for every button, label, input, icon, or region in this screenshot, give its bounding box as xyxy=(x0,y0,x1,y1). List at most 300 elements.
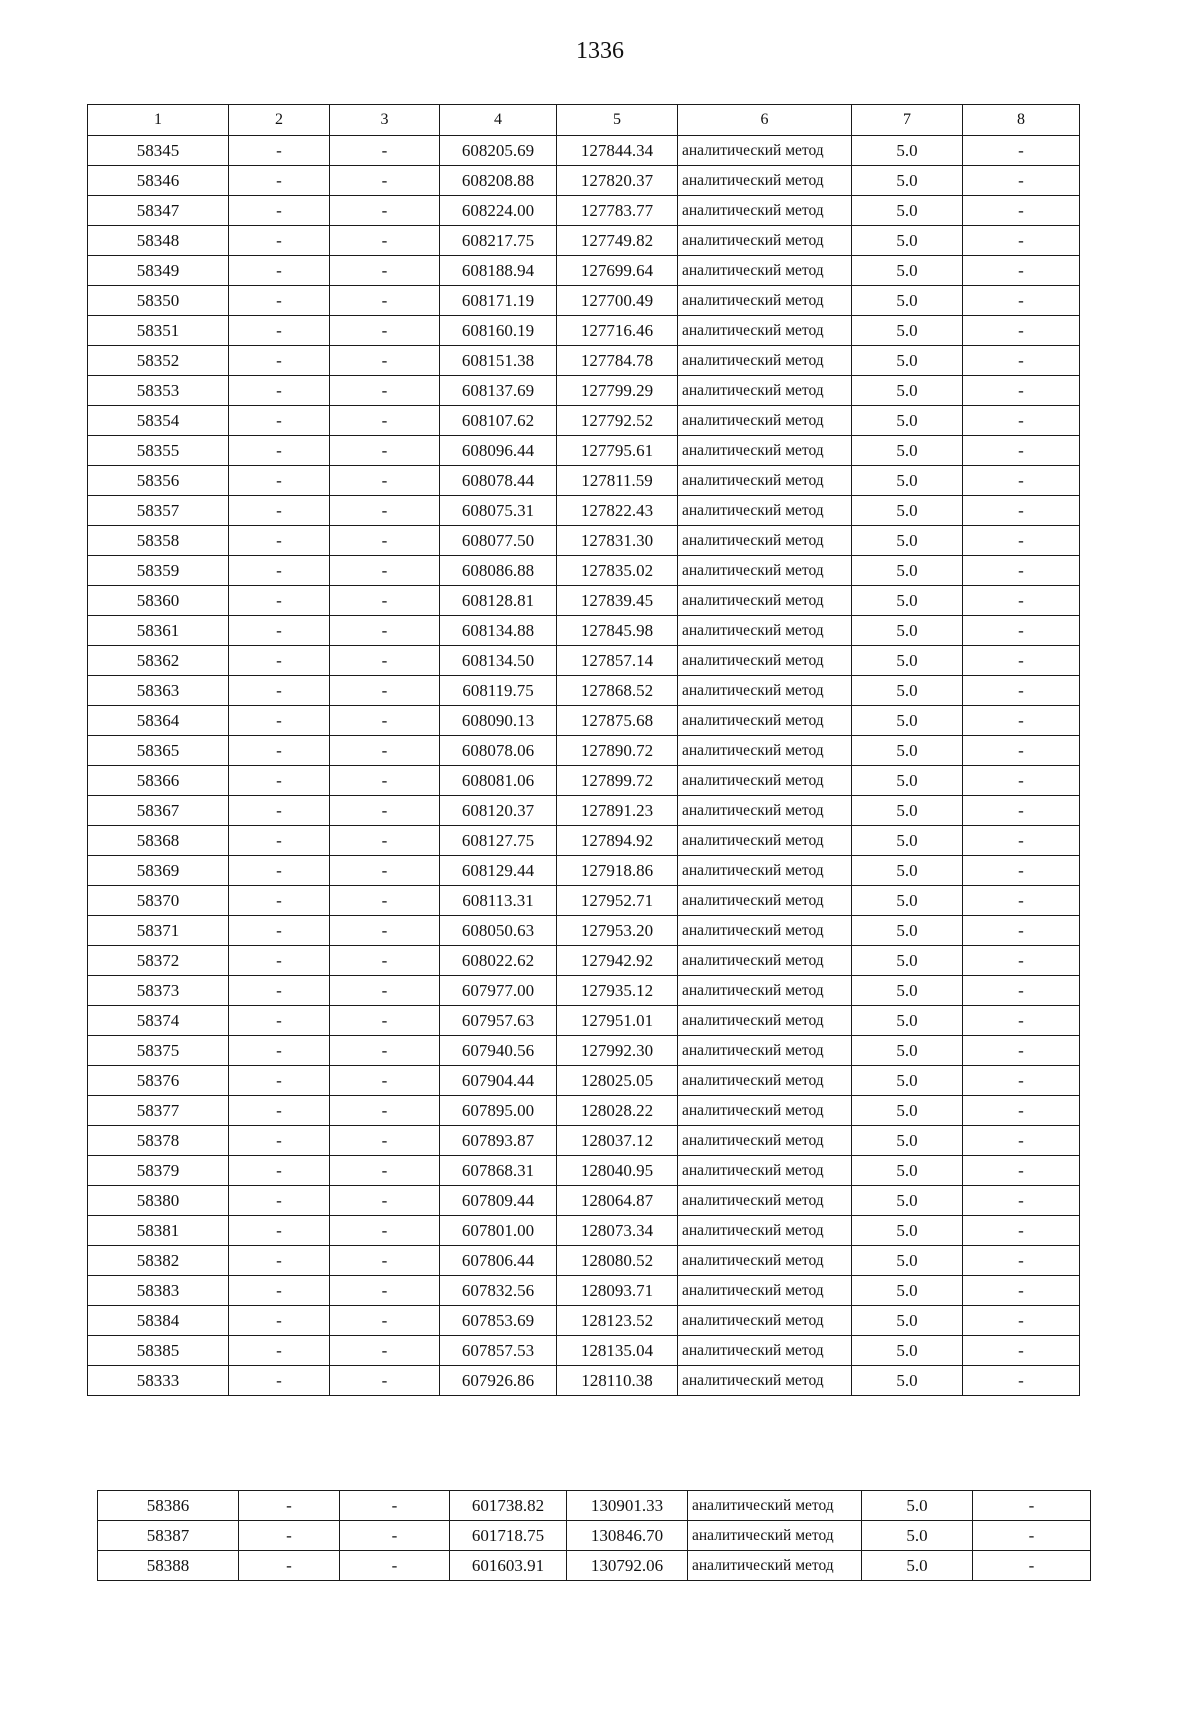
cell-col-8: - xyxy=(963,1006,1080,1036)
cell-col-2: - xyxy=(229,406,330,436)
cell-point-number: 58348 xyxy=(88,226,229,256)
table-row xyxy=(88,1216,1080,1246)
cell-point-number: 58358 xyxy=(88,526,229,556)
table-row xyxy=(88,1006,1080,1036)
cell-accuracy: 5.0 xyxy=(852,766,963,796)
cell-accuracy: 5.0 xyxy=(852,376,963,406)
cell-point-number: 58387 xyxy=(98,1521,239,1551)
cell-coord-y: 127857.14 xyxy=(557,646,678,676)
cell-method: аналитический метод xyxy=(678,256,852,286)
cell-col-2: - xyxy=(229,1276,330,1306)
cell-coord-y: 128064.87 xyxy=(557,1186,678,1216)
cell-coord-x: 608086.88 xyxy=(440,556,557,586)
header-row xyxy=(88,105,1080,136)
cell-col-3: - xyxy=(330,256,440,286)
cell-col-2: - xyxy=(229,136,330,166)
cell-col-2: - xyxy=(229,856,330,886)
cell-point-number: 58360 xyxy=(88,586,229,616)
cell-col-3: - xyxy=(330,226,440,256)
cell-coord-y: 127875.68 xyxy=(557,706,678,736)
cell-col-8: - xyxy=(973,1491,1091,1521)
cell-point-number: 58388 xyxy=(98,1551,239,1581)
cell-point-number: 58382 xyxy=(88,1246,229,1276)
cell-method: аналитический метод xyxy=(678,796,852,826)
cell-col-3: - xyxy=(330,466,440,496)
cell-accuracy: 5.0 xyxy=(852,316,963,346)
cell-col-8: - xyxy=(963,976,1080,1006)
cell-coord-y: 128028.22 xyxy=(557,1096,678,1126)
cell-col-8: - xyxy=(973,1551,1091,1581)
cell-method: аналитический метод xyxy=(678,1156,852,1186)
table-row xyxy=(98,1551,1091,1581)
cell-point-number: 58349 xyxy=(88,256,229,286)
cell-col-8: - xyxy=(963,886,1080,916)
cell-coord-y: 127951.01 xyxy=(557,1006,678,1036)
cell-point-number: 58370 xyxy=(88,886,229,916)
cell-point-number: 58356 xyxy=(88,466,229,496)
cell-coord-y: 127953.20 xyxy=(557,916,678,946)
cell-col-2: - xyxy=(229,1366,330,1396)
cell-col-8: - xyxy=(963,316,1080,346)
table-row xyxy=(88,166,1080,196)
cell-method: аналитический метод xyxy=(688,1521,862,1551)
cell-method: аналитический метод xyxy=(678,1126,852,1156)
cell-accuracy: 5.0 xyxy=(852,916,963,946)
cell-method: аналитический метод xyxy=(678,1186,852,1216)
cell-col-8: - xyxy=(963,136,1080,166)
cell-coord-x: 608120.37 xyxy=(440,796,557,826)
cell-method: аналитический метод xyxy=(678,736,852,766)
cell-method: аналитический метод xyxy=(678,316,852,346)
cell-accuracy: 5.0 xyxy=(852,616,963,646)
cell-coord-x: 608127.75 xyxy=(440,826,557,856)
cell-method: аналитический метод xyxy=(678,976,852,1006)
cell-method: аналитический метод xyxy=(678,886,852,916)
cell-accuracy: 5.0 xyxy=(852,526,963,556)
cell-coord-y: 127792.52 xyxy=(557,406,678,436)
table-row xyxy=(88,586,1080,616)
cell-accuracy: 5.0 xyxy=(852,136,963,166)
cell-col-8: - xyxy=(963,376,1080,406)
table-row xyxy=(88,1096,1080,1126)
cell-col-3: - xyxy=(330,976,440,1006)
cell-col-2: - xyxy=(229,586,330,616)
cell-col-3: - xyxy=(330,616,440,646)
cell-col-2: - xyxy=(229,466,330,496)
cell-coord-y: 127894.92 xyxy=(557,826,678,856)
cell-col-3: - xyxy=(330,1186,440,1216)
column-header: 1 xyxy=(88,105,229,136)
cell-col-8: - xyxy=(963,466,1080,496)
cell-col-8: - xyxy=(963,1066,1080,1096)
cell-accuracy: 5.0 xyxy=(852,826,963,856)
cell-accuracy: 5.0 xyxy=(852,1336,963,1366)
cell-col-2: - xyxy=(229,286,330,316)
cell-accuracy: 5.0 xyxy=(852,1366,963,1396)
cell-point-number: 58379 xyxy=(88,1156,229,1186)
cell-col-3: - xyxy=(330,916,440,946)
cell-method: аналитический метод xyxy=(678,226,852,256)
cell-method: аналитический метод xyxy=(678,1276,852,1306)
cell-col-3: - xyxy=(330,196,440,226)
cell-coord-x: 608113.31 xyxy=(440,886,557,916)
cell-accuracy: 5.0 xyxy=(852,346,963,376)
table-row xyxy=(88,766,1080,796)
cell-coord-y: 127811.59 xyxy=(557,466,678,496)
cell-col-3: - xyxy=(330,286,440,316)
cell-col-3: - xyxy=(330,646,440,676)
cell-coord-x: 607977.00 xyxy=(440,976,557,1006)
cell-coord-x: 607957.63 xyxy=(440,1006,557,1036)
cell-coord-y: 128073.34 xyxy=(557,1216,678,1246)
cell-method: аналитический метод xyxy=(678,946,852,976)
cell-col-3: - xyxy=(330,676,440,706)
cell-accuracy: 5.0 xyxy=(852,796,963,826)
cell-col-3: - xyxy=(330,166,440,196)
cell-col-3: - xyxy=(330,1126,440,1156)
cell-coord-x: 608205.69 xyxy=(440,136,557,166)
cell-coord-x: 607926.86 xyxy=(440,1366,557,1396)
cell-col-3: - xyxy=(330,736,440,766)
cell-col-8: - xyxy=(963,796,1080,826)
cell-point-number: 58350 xyxy=(88,286,229,316)
cell-point-number: 58363 xyxy=(88,676,229,706)
cell-coord-y: 127952.71 xyxy=(557,886,678,916)
cell-coord-x: 608078.44 xyxy=(440,466,557,496)
cell-point-number: 58351 xyxy=(88,316,229,346)
cell-point-number: 58383 xyxy=(88,1276,229,1306)
cell-point-number: 58371 xyxy=(88,916,229,946)
cell-col-8: - xyxy=(963,1366,1080,1396)
cell-col-8: - xyxy=(973,1521,1091,1551)
cell-method: аналитический метод xyxy=(678,286,852,316)
cell-col-2: - xyxy=(229,256,330,286)
table-row xyxy=(98,1491,1091,1521)
cell-col-2: - xyxy=(229,676,330,706)
cell-coord-x: 608090.13 xyxy=(440,706,557,736)
table-row xyxy=(88,706,1080,736)
cell-col-3: - xyxy=(330,1246,440,1276)
cell-accuracy: 5.0 xyxy=(852,1246,963,1276)
cell-point-number: 58361 xyxy=(88,616,229,646)
cell-coord-x: 608119.75 xyxy=(440,676,557,706)
cell-col-2: - xyxy=(229,1006,330,1036)
cell-coord-x: 608137.69 xyxy=(440,376,557,406)
cell-col-8: - xyxy=(963,856,1080,886)
cell-col-2: - xyxy=(239,1491,340,1521)
cell-coord-y: 127795.61 xyxy=(557,436,678,466)
cell-method: аналитический метод xyxy=(678,676,852,706)
cell-col-3: - xyxy=(330,706,440,736)
cell-coord-x: 607857.53 xyxy=(440,1336,557,1366)
cell-col-2: - xyxy=(229,226,330,256)
cell-col-3: - xyxy=(330,1216,440,1246)
table-row xyxy=(88,1366,1080,1396)
cell-col-8: - xyxy=(963,826,1080,856)
cell-col-3: - xyxy=(330,796,440,826)
cell-coord-y: 130792.06 xyxy=(567,1551,688,1581)
cell-col-2: - xyxy=(229,796,330,826)
cell-col-3: - xyxy=(330,1156,440,1186)
cell-coord-y: 127783.77 xyxy=(557,196,678,226)
cell-coord-x: 607853.69 xyxy=(440,1306,557,1336)
cell-col-3: - xyxy=(330,436,440,466)
cell-accuracy: 5.0 xyxy=(852,706,963,736)
cell-accuracy: 5.0 xyxy=(852,1306,963,1336)
cell-col-8: - xyxy=(963,736,1080,766)
cell-point-number: 58366 xyxy=(88,766,229,796)
cell-coord-y: 130901.33 xyxy=(567,1491,688,1521)
table-row xyxy=(88,466,1080,496)
cell-col-3: - xyxy=(330,376,440,406)
column-header: 7 xyxy=(852,105,963,136)
cell-col-8: - xyxy=(963,226,1080,256)
cell-col-8: - xyxy=(963,1216,1080,1246)
cell-col-8: - xyxy=(963,496,1080,526)
cell-col-2: - xyxy=(229,196,330,226)
cell-method: аналитический метод xyxy=(678,616,852,646)
table-row xyxy=(88,676,1080,706)
table-row xyxy=(88,826,1080,856)
table-row xyxy=(88,526,1080,556)
cell-coord-y: 127844.34 xyxy=(557,136,678,166)
cell-accuracy: 5.0 xyxy=(852,1216,963,1246)
cell-accuracy: 5.0 xyxy=(862,1521,973,1551)
cell-coord-x: 607806.44 xyxy=(440,1246,557,1276)
cell-accuracy: 5.0 xyxy=(852,1066,963,1096)
table-row xyxy=(88,196,1080,226)
cell-coord-x: 607809.44 xyxy=(440,1186,557,1216)
cell-coord-x: 601738.82 xyxy=(450,1491,567,1521)
table-row xyxy=(88,1246,1080,1276)
cell-method: аналитический метод xyxy=(678,1216,852,1246)
cell-accuracy: 5.0 xyxy=(852,1126,963,1156)
cell-accuracy: 5.0 xyxy=(852,1006,963,1036)
cell-coord-x: 608075.31 xyxy=(440,496,557,526)
cell-point-number: 58373 xyxy=(88,976,229,1006)
cell-method: аналитический метод xyxy=(678,196,852,226)
cell-coord-x: 607895.00 xyxy=(440,1096,557,1126)
cell-coord-y: 127992.30 xyxy=(557,1036,678,1066)
table-row xyxy=(88,1186,1080,1216)
cell-col-2: - xyxy=(229,1186,330,1216)
cell-coord-x: 608217.75 xyxy=(440,226,557,256)
cell-col-3: - xyxy=(330,526,440,556)
cell-col-2: - xyxy=(229,1306,330,1336)
cell-accuracy: 5.0 xyxy=(852,1276,963,1306)
cell-col-8: - xyxy=(963,346,1080,376)
cell-col-8: - xyxy=(963,196,1080,226)
cell-method: аналитический метод xyxy=(678,1096,852,1126)
cell-method: аналитический метод xyxy=(678,1036,852,1066)
cell-method: аналитический метод xyxy=(678,1006,852,1036)
cell-accuracy: 5.0 xyxy=(852,976,963,1006)
table-row xyxy=(88,1126,1080,1156)
cell-col-3: - xyxy=(330,316,440,346)
cell-col-8: - xyxy=(963,1126,1080,1156)
cell-point-number: 58353 xyxy=(88,376,229,406)
cell-method: аналитический метод xyxy=(688,1491,862,1521)
cell-col-3: - xyxy=(330,406,440,436)
table-row xyxy=(98,1521,1091,1551)
cell-col-2: - xyxy=(229,556,330,586)
cell-col-2: - xyxy=(229,526,330,556)
table-row xyxy=(88,406,1080,436)
cell-col-3: - xyxy=(340,1551,450,1581)
cell-accuracy: 5.0 xyxy=(852,946,963,976)
cell-point-number: 58346 xyxy=(88,166,229,196)
cell-coord-y: 127845.98 xyxy=(557,616,678,646)
cell-method: аналитический метод xyxy=(678,136,852,166)
cell-col-2: - xyxy=(229,1246,330,1276)
cell-col-8: - xyxy=(963,706,1080,736)
cell-col-3: - xyxy=(330,586,440,616)
cell-coord-x: 608077.50 xyxy=(440,526,557,556)
cell-point-number: 58369 xyxy=(88,856,229,886)
cell-method: аналитический метод xyxy=(678,646,852,676)
cell-point-number: 58374 xyxy=(88,1006,229,1036)
cell-method: аналитический метод xyxy=(678,376,852,406)
cell-col-2: - xyxy=(229,1336,330,1366)
cell-point-number: 58380 xyxy=(88,1186,229,1216)
cell-point-number: 58354 xyxy=(88,406,229,436)
cell-coord-x: 608208.88 xyxy=(440,166,557,196)
cell-col-8: - xyxy=(963,1096,1080,1126)
table-row xyxy=(88,856,1080,886)
cell-coord-y: 128123.52 xyxy=(557,1306,678,1336)
cell-col-3: - xyxy=(330,856,440,886)
cell-point-number: 58386 xyxy=(98,1491,239,1521)
cell-col-8: - xyxy=(963,586,1080,616)
cell-col-2: - xyxy=(229,706,330,736)
cell-coord-x: 608171.19 xyxy=(440,286,557,316)
cell-point-number: 58368 xyxy=(88,826,229,856)
cell-coord-y: 128080.52 xyxy=(557,1246,678,1276)
table-row xyxy=(88,1036,1080,1066)
cell-method: аналитический метод xyxy=(678,466,852,496)
cell-coord-y: 128040.95 xyxy=(557,1156,678,1186)
cell-col-2: - xyxy=(229,826,330,856)
table-row xyxy=(88,376,1080,406)
cell-method: аналитический метод xyxy=(678,1066,852,1096)
cell-col-8: - xyxy=(963,1156,1080,1186)
table-row xyxy=(88,346,1080,376)
cell-col-3: - xyxy=(330,1096,440,1126)
cell-point-number: 58355 xyxy=(88,436,229,466)
table-row xyxy=(88,1156,1080,1186)
cell-col-2: - xyxy=(229,1216,330,1246)
cell-col-3: - xyxy=(330,946,440,976)
cell-coord-y: 127835.02 xyxy=(557,556,678,586)
column-header: 2 xyxy=(229,105,330,136)
cell-col-8: - xyxy=(963,1036,1080,1066)
table-row xyxy=(88,1066,1080,1096)
cell-accuracy: 5.0 xyxy=(852,406,963,436)
cell-col-3: - xyxy=(330,886,440,916)
cell-point-number: 58385 xyxy=(88,1336,229,1366)
cell-method: аналитический метод xyxy=(678,1246,852,1276)
coordinates-table-continued xyxy=(97,1490,1091,1581)
cell-method: аналитический метод xyxy=(678,1336,852,1366)
cell-col-3: - xyxy=(330,136,440,166)
cell-point-number: 58384 xyxy=(88,1306,229,1336)
cell-col-8: - xyxy=(963,166,1080,196)
cell-point-number: 58375 xyxy=(88,1036,229,1066)
cell-col-2: - xyxy=(239,1551,340,1581)
cell-method: аналитический метод xyxy=(678,406,852,436)
cell-col-2: - xyxy=(229,976,330,1006)
cell-col-8: - xyxy=(963,1186,1080,1216)
table-row xyxy=(88,136,1080,166)
cell-coord-y: 127942.92 xyxy=(557,946,678,976)
cell-col-8: - xyxy=(963,1306,1080,1336)
cell-accuracy: 5.0 xyxy=(852,466,963,496)
cell-col-2: - xyxy=(229,736,330,766)
cell-col-3: - xyxy=(340,1521,450,1551)
cell-coord-x: 608129.44 xyxy=(440,856,557,886)
cell-col-8: - xyxy=(963,406,1080,436)
cell-point-number: 58359 xyxy=(88,556,229,586)
cell-coord-x: 608188.94 xyxy=(440,256,557,286)
cell-col-8: - xyxy=(963,616,1080,646)
cell-coord-x: 608022.62 xyxy=(440,946,557,976)
column-header: 5 xyxy=(557,105,678,136)
cell-col-2: - xyxy=(239,1521,340,1551)
cell-method: аналитический метод xyxy=(678,166,852,196)
cell-coord-y: 128025.05 xyxy=(557,1066,678,1096)
cell-accuracy: 5.0 xyxy=(852,646,963,676)
cell-col-8: - xyxy=(963,556,1080,586)
cell-accuracy: 5.0 xyxy=(852,166,963,196)
table-row xyxy=(88,736,1080,766)
column-header: 6 xyxy=(678,105,852,136)
cell-col-3: - xyxy=(330,1366,440,1396)
cell-col-3: - xyxy=(330,1006,440,1036)
table-row xyxy=(88,616,1080,646)
cell-method: аналитический метод xyxy=(678,556,852,586)
cell-coord-y: 127839.45 xyxy=(557,586,678,616)
cell-point-number: 58364 xyxy=(88,706,229,736)
cell-col-2: - xyxy=(229,166,330,196)
cell-coord-y: 127868.52 xyxy=(557,676,678,706)
cell-coord-y: 128110.38 xyxy=(557,1366,678,1396)
cell-col-3: - xyxy=(330,1066,440,1096)
cell-accuracy: 5.0 xyxy=(862,1551,973,1581)
cell-point-number: 58352 xyxy=(88,346,229,376)
cell-method: аналитический метод xyxy=(678,1306,852,1336)
cell-col-3: - xyxy=(330,1336,440,1366)
cell-coord-y: 127820.37 xyxy=(557,166,678,196)
cell-method: аналитический метод xyxy=(688,1551,862,1581)
cell-accuracy: 5.0 xyxy=(852,676,963,706)
cell-coord-y: 127749.82 xyxy=(557,226,678,256)
cell-accuracy: 5.0 xyxy=(852,286,963,316)
cell-coord-y: 127799.29 xyxy=(557,376,678,406)
table-row xyxy=(88,796,1080,826)
cell-coord-y: 127891.23 xyxy=(557,796,678,826)
cell-col-2: - xyxy=(229,916,330,946)
cell-col-8: - xyxy=(963,676,1080,706)
cell-coord-x: 601603.91 xyxy=(450,1551,567,1581)
cell-coord-x: 601718.75 xyxy=(450,1521,567,1551)
cell-point-number: 58372 xyxy=(88,946,229,976)
cell-coord-y: 128037.12 xyxy=(557,1126,678,1156)
cell-method: аналитический метод xyxy=(678,346,852,376)
table-row xyxy=(88,1276,1080,1306)
cell-col-8: - xyxy=(963,946,1080,976)
cell-coord-y: 128093.71 xyxy=(557,1276,678,1306)
cell-method: аналитический метод xyxy=(678,1366,852,1396)
